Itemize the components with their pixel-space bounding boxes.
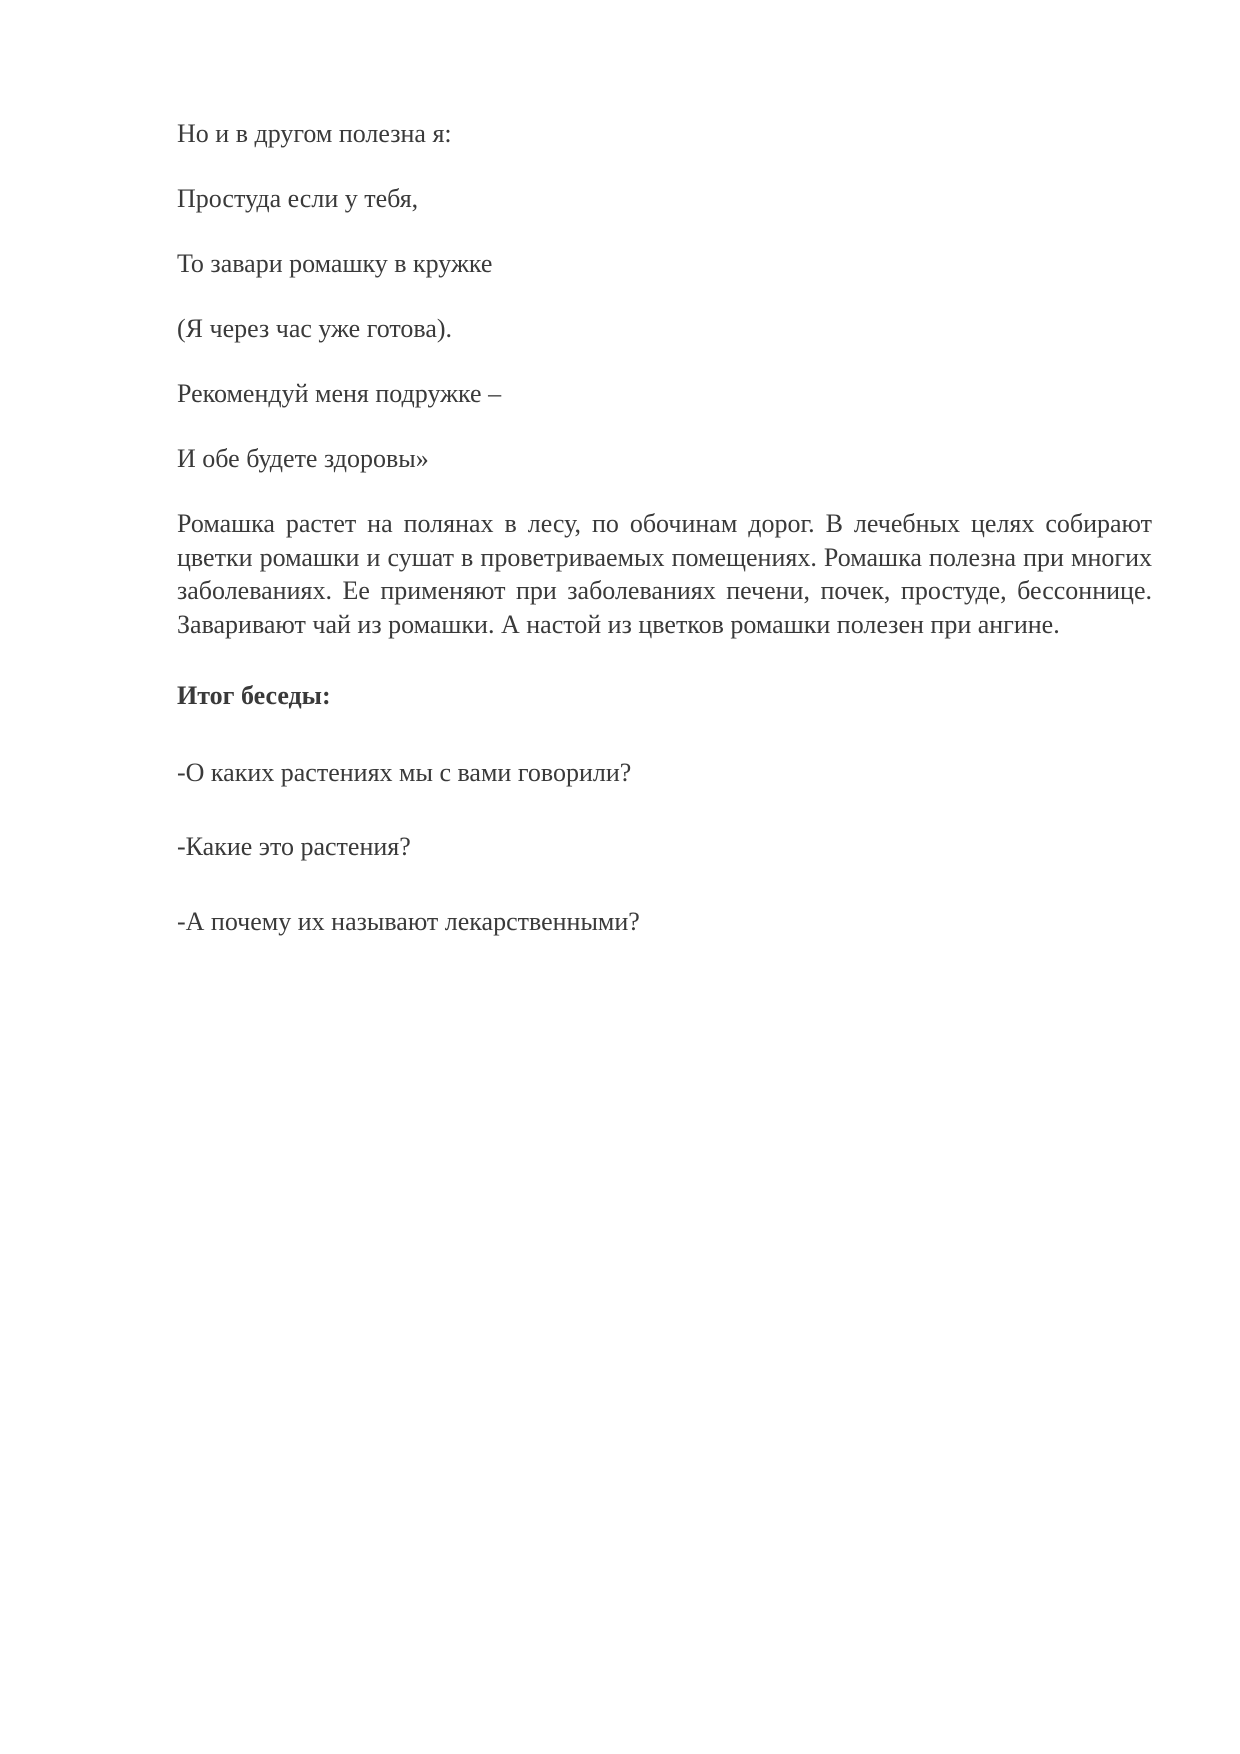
verse-line: Рекомендуй меня подружке – bbox=[177, 379, 502, 408]
summary-question: -Какие это растения? bbox=[177, 832, 411, 861]
verse-line: Простуда если у тебя, bbox=[177, 184, 419, 213]
chamomile-paragraph: Ромашка растет на полянах в лесу, по обочинам дорог. В лечебных целях собирают цветки ромашки и сушат в проветриваемых помещениях. Ромашка полезна при многих заболеваниях. Ее применяют при заболеваниях печени, почек, простуде, бессоннице. Заваривают чай из ромашки. А настой из цветков ромашки полезен при ангине. bbox=[177, 509, 1152, 639]
summary-heading: Итог беседы: bbox=[177, 681, 331, 710]
verse-line: И обе будете здоровы» bbox=[177, 444, 429, 473]
verse-line: То завари ромашку в кружке bbox=[177, 249, 493, 278]
summary-question: -А почему их называют лекарственными? bbox=[177, 907, 640, 936]
verse-line: (Я через час уже готова). bbox=[177, 314, 453, 343]
summary-question: -О каких растениях мы с вами говорили? bbox=[177, 758, 632, 787]
page-content bbox=[177, 118, 1152, 938]
verse-line: Но и в другом полезна я: bbox=[177, 119, 452, 148]
